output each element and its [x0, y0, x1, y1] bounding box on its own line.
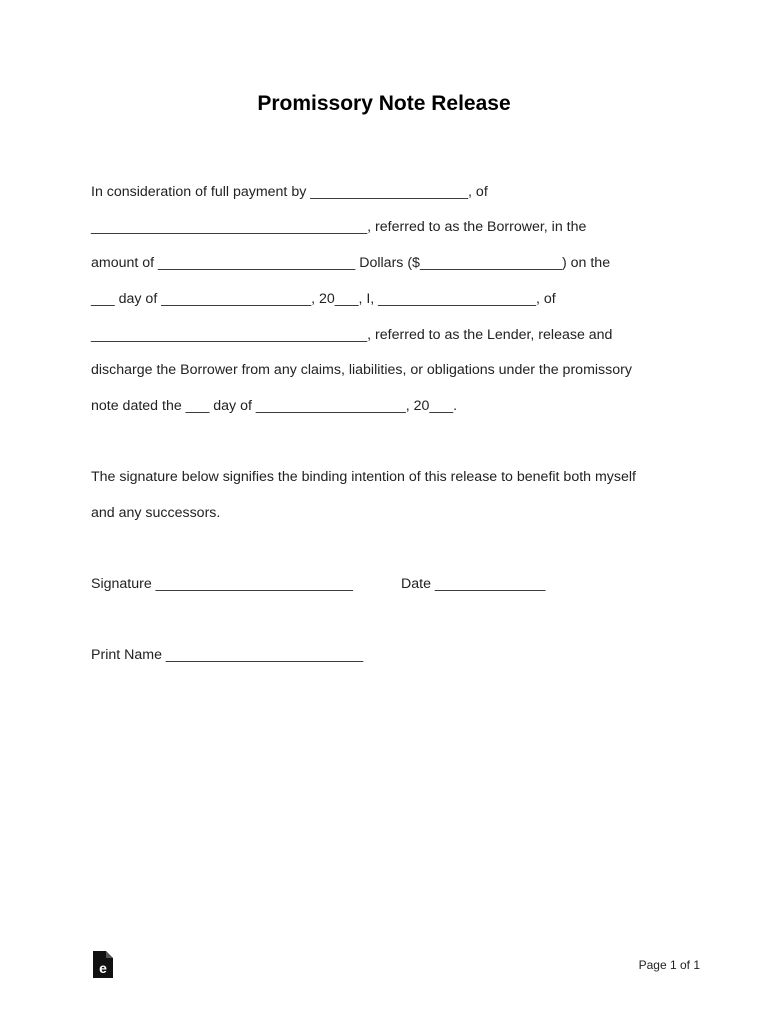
eforms-logo-icon: [93, 951, 113, 978]
paragraph1-line-7: note dated the ___ day of ___________________, 20___.: [91, 398, 458, 414]
paragraph1-line-5: ___________________________________, referred to as the Lender, release and: [91, 327, 613, 343]
paragraph2-line-2: and any successors.: [91, 505, 221, 521]
paragraph1-line-3: amount of _________________________ Dollars ($__________________) on the: [91, 255, 611, 271]
svg-text:e: e: [99, 960, 107, 976]
paragraph1-line-4: ___ day of ___________________, 20___, I, ____________________, of: [91, 291, 556, 307]
paragraph2-line-1: The signature below signifies the binding intention of this release to benefit both myself: [91, 469, 636, 485]
paragraph1-line-6: discharge the Borrower from any claims, liabilities, or obligations under the promissory: [91, 362, 632, 378]
paragraph1-line-1: In consideration of full payment by ____________________, of: [91, 184, 488, 200]
document-title: Promissory Note Release: [257, 92, 511, 115]
print-name-line: Print Name _________________________: [91, 647, 364, 663]
page-indicator: Page 1 of 1: [638, 958, 700, 972]
paragraph1-line-2: ___________________________________, referred to as the Borrower, in the: [91, 219, 587, 235]
signature-line: Signature _________________________: [91, 576, 353, 592]
date-line: Date ______________: [401, 576, 546, 592]
